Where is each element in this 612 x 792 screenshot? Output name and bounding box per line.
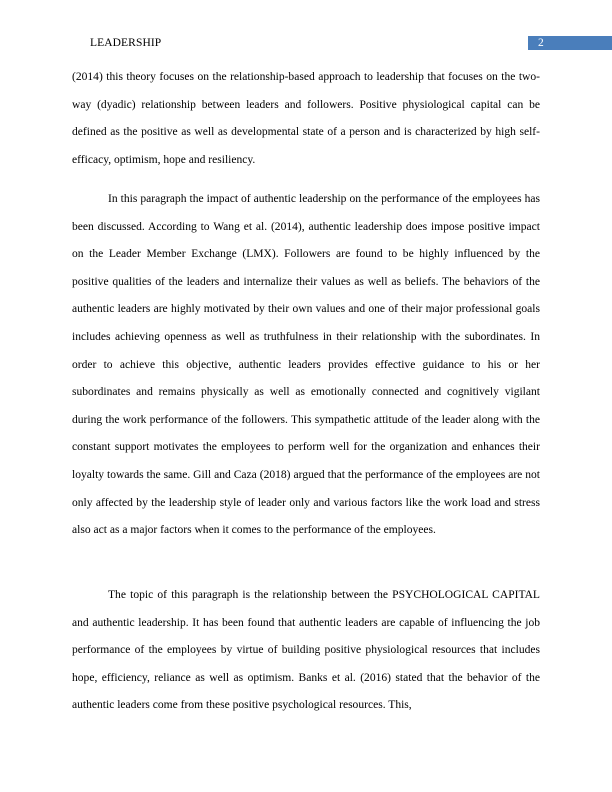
paragraph-text: The topic of this paragraph is the relationship between the PSYCHOLOGICAL CAPITAL and authentic leadership. It has been found that authentic leaders are capable of influencing the job performance of the employees by virtue of building positive physiological resources that includes hope, efficiency, reliance as well as optimism. Banks et al. (2016) stated that the behavior of the authentic leaders come from these positive psychological resources. This, [72,589,540,712]
paragraph-1 [72,64,540,174]
paragraph-text: (2014) this theory focuses on the relationship-based approach to leadership that focuses on the two-way (dyadic) relationship between leaders and followers. Positive physiological capital can be defined as the positive as well as developmental state of a person and is characterized by high self-efficacy, optimism, hope and resiliency. [72,71,540,166]
running-head-title: LEADERSHIP [90,37,162,49]
paragraph-2 [72,186,540,545]
paragraph-text: In this paragraph the impact of authentic leadership on the performance of the employees has been discussed. According to Wang et al. (2014), authentic leadership does impose positive impact on the Leader Member Exchange (LMX). Followers are found to be highly influenced by the positive qualities of the leaders and internalize their values as well as beliefs. The behaviors of the authentic leaders are highly motivated by their own values and one of their major professional goals includes achieving openness as well as truthfulness in their relationship with the subordinates. In order to achieve this objective, authentic leaders provides effective guidance to his or her subordinates and remains physically as well as emotionally connected and cognitively vigilant during the work performance of the followers. This sympathetic attitude of the leader along with the constant support motivates the employees to perform well for the organization and enhances their loyalty towards the same. Gill and Caza (2018) argued that the performance of the employees are not only affected by the leadership style of leader only and various factors like the work load and stress also act as a major factors when it comes to the performance of the employees. [72,193,540,537]
page-number-badge: 2 [528,36,612,50]
paragraph-3 [72,582,540,720]
